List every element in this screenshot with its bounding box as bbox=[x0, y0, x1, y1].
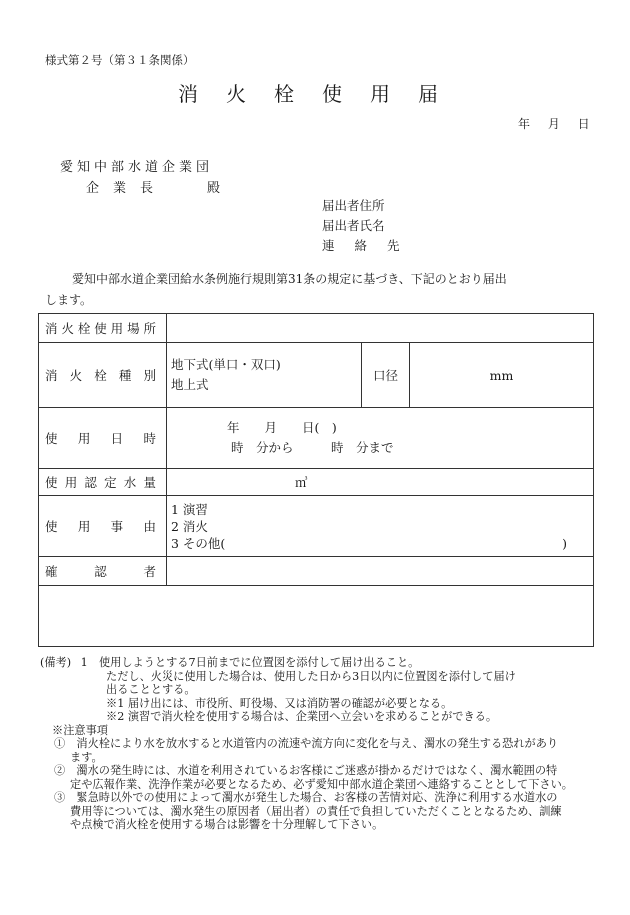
recipient-position: 企業長 bbox=[86, 181, 168, 196]
caution1a: ① 消火栓により水を放水すると水道管内の流速や流方向に変化を与え、濁水の発生する恐れがあり bbox=[54, 737, 559, 750]
location-field[interactable] bbox=[167, 314, 594, 343]
intro-text-line2: します。 bbox=[45, 293, 93, 307]
volume-label: 使用認定水量 bbox=[39, 469, 167, 496]
datetime-time: 時 分から 時 分まで bbox=[231, 440, 394, 455]
stamp-row bbox=[39, 586, 594, 647]
reason-drill: 1 演習 bbox=[171, 501, 208, 517]
diameter-unit: mm bbox=[489, 367, 514, 383]
volume-row bbox=[39, 469, 594, 496]
diameter-label: 口径 bbox=[362, 343, 410, 408]
caution2a: ② 濁水の発生時には、水道を利用されているお客様にご迷惑が掛かるだけではなく、濁水範囲の特 bbox=[54, 764, 558, 777]
caution3a: ③ 緊急時以外での使用によって濁水が発生した場合、お客様の苦情対応、洗浄に利用する水道水の bbox=[54, 791, 558, 804]
reason-field[interactable] bbox=[167, 496, 594, 557]
confirm-label: 確認者 bbox=[39, 557, 167, 586]
form-number: 様式第２号（第３１条関係） bbox=[45, 53, 195, 67]
remark3: ※2 演習で消火栓を使用する場合は、企業団へ立会いを求めることができる。 bbox=[106, 710, 498, 723]
volume-field[interactable] bbox=[167, 469, 594, 496]
datetime-label: 使用日時 bbox=[39, 408, 167, 469]
recipient-honorific: 殿 bbox=[207, 181, 221, 196]
submission-date: 年 月 日 bbox=[518, 117, 590, 131]
reason-label: 使用事由 bbox=[39, 496, 167, 557]
application-table bbox=[38, 313, 594, 647]
datetime-date: 年 月 日( ) bbox=[227, 420, 337, 435]
reason-other-close: ) bbox=[562, 535, 567, 551]
confirm-row bbox=[39, 557, 594, 586]
diameter-field[interactable] bbox=[410, 343, 594, 408]
notes-section bbox=[40, 656, 600, 832]
caution3c: や点検で消火栓を使用する場合は影響を十分理解して下さい。 bbox=[70, 818, 384, 831]
caution2b: 定や広報作業、洗浄作業が必要となるため、必ず愛知中部水道企業団へ連絡することとして下さい。 bbox=[70, 777, 573, 791]
applicant-name-label: 届出者氏名 bbox=[322, 218, 385, 233]
hydrant-type-row bbox=[39, 343, 594, 408]
remark1: 1 使用しようとする7日前までに位置図を添付して届け出ること。 bbox=[80, 656, 420, 669]
reason-firefighting: 2 消火 bbox=[171, 518, 208, 534]
applicant-contact-label: 連 絡 先 bbox=[322, 238, 408, 253]
document-title: 消火栓使用届 bbox=[178, 82, 466, 106]
remark1b: ただし、火災に使用した場合は、使用した日から3日以内に位置図を添付して届け bbox=[106, 669, 516, 683]
caution1b: ます。 bbox=[70, 750, 103, 764]
location-row bbox=[39, 314, 594, 343]
caution3b: 費用等については、濁水発生の原因者（届出者）の責任で負担していただくこととなるため、訓練 bbox=[70, 804, 562, 818]
datetime-row bbox=[39, 408, 594, 469]
confirm-field[interactable] bbox=[167, 557, 594, 586]
remark-prefix: (備考) bbox=[40, 656, 72, 669]
hydrant-type-aboveground: 地上式 bbox=[171, 377, 209, 392]
applicant-address-label: 届出者住所 bbox=[322, 198, 385, 213]
reason-other-label: 3 その他( bbox=[171, 535, 226, 551]
caution-title: ※注意事項 bbox=[52, 723, 108, 737]
location-label: 消火栓使用場所 bbox=[39, 314, 167, 343]
remark2: ※1 届け出には、市役所、町役場、又は消防署の確認が必要となる。 bbox=[106, 696, 453, 710]
hydrant-type-underground: 地下式(単口・双口) bbox=[171, 357, 281, 372]
remark1c: 出ることとする。 bbox=[106, 683, 196, 696]
hydrant-type-field[interactable] bbox=[167, 343, 362, 408]
recipient-organization: 愛知中部水道企業団 bbox=[60, 160, 214, 175]
remark-line1 bbox=[40, 656, 600, 670]
datetime-field[interactable] bbox=[167, 408, 594, 469]
hydrant-type-label: 消火栓種別 bbox=[39, 343, 167, 408]
reason-row bbox=[39, 496, 594, 557]
intro-text-line1: 愛知中部水道企業団給水条例施行規則第31条の規定に基づき、下記のとおり届出 bbox=[72, 272, 507, 286]
volume-unit: ㎥ bbox=[295, 475, 308, 490]
stamp-area[interactable] bbox=[39, 586, 594, 647]
reason-other bbox=[171, 535, 589, 552]
